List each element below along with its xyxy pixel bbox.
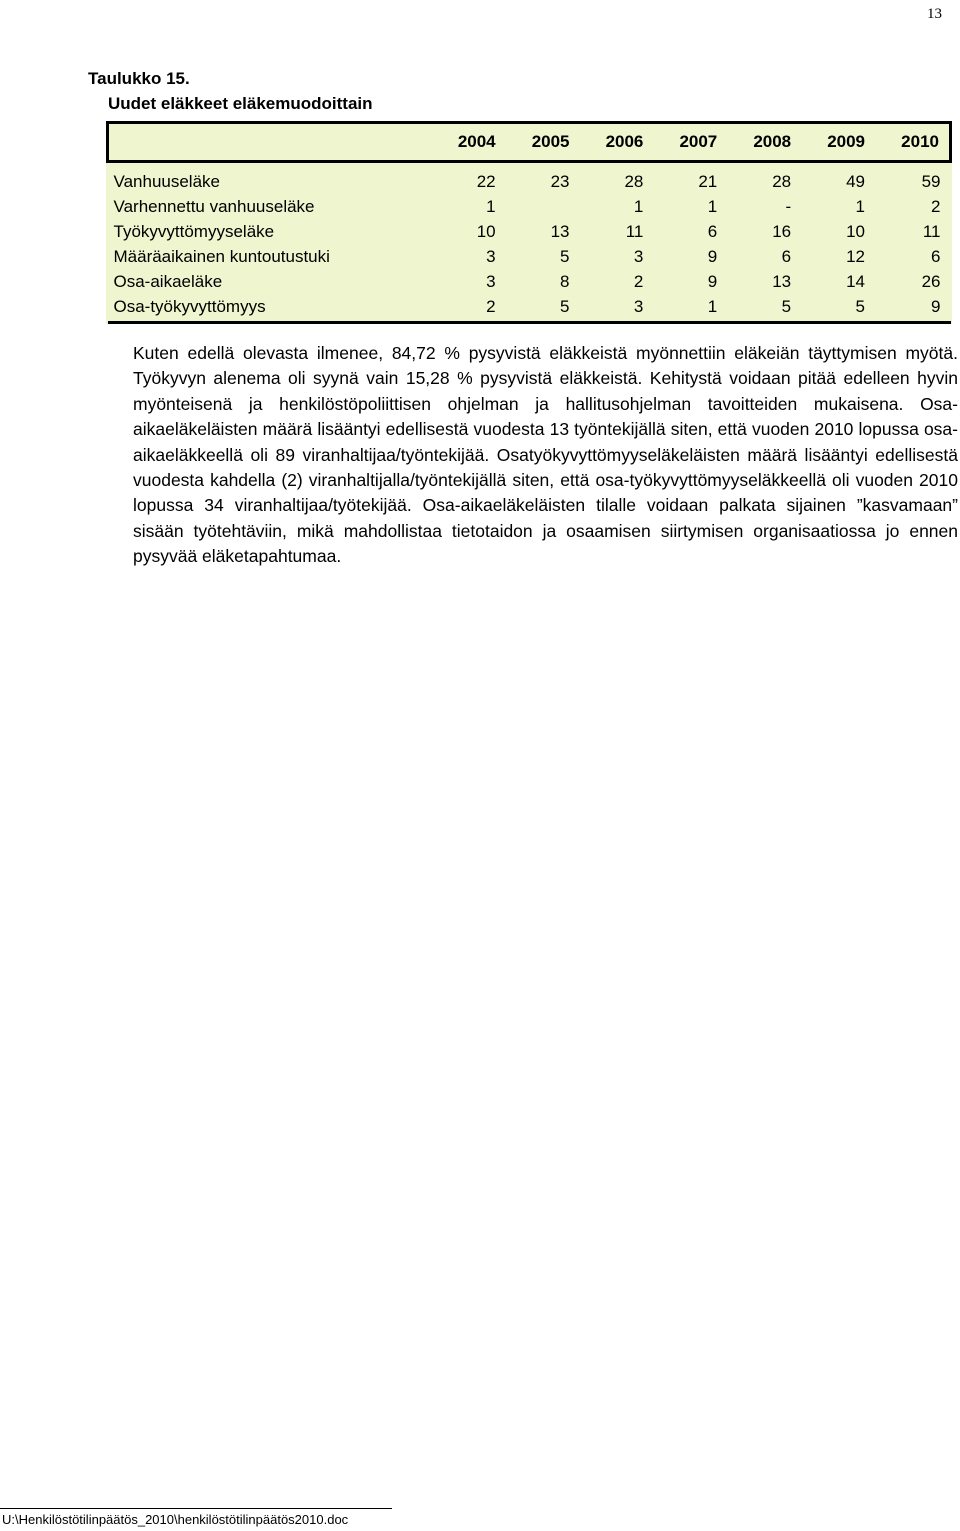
table-title: Uudet eläkkeet eläkemuodoittain <box>108 94 373 113</box>
table-cell: 13 <box>772 272 792 291</box>
table-cell: 10 <box>846 222 866 241</box>
table-cell: 59 <box>921 172 941 191</box>
table-cell: 1 <box>855 197 866 216</box>
table-row <box>108 294 951 323</box>
row-label: Varhennettu vanhuuseläke <box>113 197 315 216</box>
header-year-2010: 2010 <box>875 123 950 162</box>
table-cell: 8 <box>560 272 570 291</box>
row-label: Osa-työkyvyttömyys <box>108 294 432 323</box>
table-row <box>108 244 951 269</box>
table-cell: 3 <box>486 272 496 291</box>
row-label: Määräaikainen kuntoutustuki <box>113 247 330 266</box>
pension-table <box>106 121 952 324</box>
footer-divider <box>0 1508 392 1509</box>
table-cell <box>506 194 580 219</box>
header-year-2004: 2004 <box>432 123 506 162</box>
table-cell: 49 <box>846 172 866 191</box>
table-row <box>108 269 951 294</box>
header-year-2007: 2007 <box>653 123 727 162</box>
body-paragraph: Kuten edellä olevasta ilmenee, 84,72 % pysyvistä eläkkeistä myönnettiin eläkeiän täyttymisen myötä. Työkyvyn alenema oli syynä vain 15,28 % pysyvistä eläkkeistä. Kehitystä voidaan pitää edelleen hyvin myönteisenä ja henkilöstöpoliittisen ohjelman ja hallitusohjelman tavoitteiden mukaisena. Osa-aikaeläkeläisten määrä lisääntyi edellisestä vuodesta 13 työntekijällä siten, että vuoden 2010 lopussa osa-aikaeläkkeellä oli 89 viranhaltijaa/työntekijää. Osatyökyvyttömyyseläkeläisten määrä lisääntyi edellisestä vuodesta kahdella (2) viranhaltijalla/työntekijällä siten, että osa-työkyvyttömyyseläkkeellä oli vuoden 2010 lopussa 34 viranhaltijaa/työtekijää. Osa-aikaeläkeläisten tilalle voidaan palkata sijainen ”kasvamaan” sisään työtehtäviin, mikä mahdollistaa tietotaidon ja osaamisen siirtymisen organisaatiossa jo ennen pysyvää eläketapahtumaa. <box>133 343 958 567</box>
table-cell: 11 <box>625 222 644 241</box>
table-cell: 14 <box>846 272 866 291</box>
table-cell: 26 <box>921 272 941 291</box>
table-cell: 6 <box>707 222 718 241</box>
table-cell: 28 <box>624 172 644 191</box>
footer-file-path: U:\Henkilöstötilinpäätös_2010\henkilöstötilinpäätös2010.doc <box>2 1512 349 1527</box>
table-cell: 10 <box>476 222 496 241</box>
table-cell: 1 <box>633 197 644 216</box>
table-cell: 3 <box>633 247 644 266</box>
table-cell: 2 <box>432 294 506 323</box>
table-cell: 1 <box>653 294 727 323</box>
table-cell: 12 <box>846 247 866 266</box>
table-cell: 28 <box>772 172 792 191</box>
table-cell: 9 <box>707 247 718 266</box>
table-cell: 5 <box>506 294 580 323</box>
table-cell: 11 <box>922 222 941 241</box>
table-number: Taulukko 15. <box>88 69 190 88</box>
table-cell: 1 <box>707 197 718 216</box>
header-year-2005: 2005 <box>506 123 580 162</box>
table-row <box>108 219 951 244</box>
header-label-cell <box>108 123 432 162</box>
table-cell: 16 <box>772 222 792 241</box>
table-cell: 6 <box>781 247 792 266</box>
row-label: Vanhuuseläke <box>113 172 220 191</box>
table-row <box>108 194 951 219</box>
header-year-2008: 2008 <box>727 123 801 162</box>
table-cell: 2 <box>633 272 644 291</box>
table-cell: 13 <box>550 222 570 241</box>
table-header-row <box>108 123 951 162</box>
table-cell: - <box>785 197 792 216</box>
table-cell: 1 <box>486 197 496 216</box>
table-cell: 21 <box>698 172 718 191</box>
header-year-2006: 2006 <box>580 123 654 162</box>
table-cell: 3 <box>486 247 496 266</box>
table-cell: 3 <box>580 294 654 323</box>
table-cell: 6 <box>931 247 941 266</box>
row-label: Osa-aikaeläke <box>113 272 223 291</box>
table-cell: 22 <box>476 172 496 191</box>
table-cell: 5 <box>801 294 875 323</box>
table-cell: 2 <box>931 197 941 216</box>
table-cell: 9 <box>875 294 950 323</box>
row-label: Työkyvyttömyyseläke <box>113 222 275 241</box>
header-year-2009: 2009 <box>801 123 875 162</box>
table-cell: 9 <box>707 272 718 291</box>
page-number: 13 <box>927 6 942 22</box>
table-cell: 5 <box>727 294 801 323</box>
table-cell: 5 <box>560 247 570 266</box>
table-row <box>108 162 951 195</box>
table-cell: 23 <box>550 172 570 191</box>
table-caption <box>88 66 373 116</box>
